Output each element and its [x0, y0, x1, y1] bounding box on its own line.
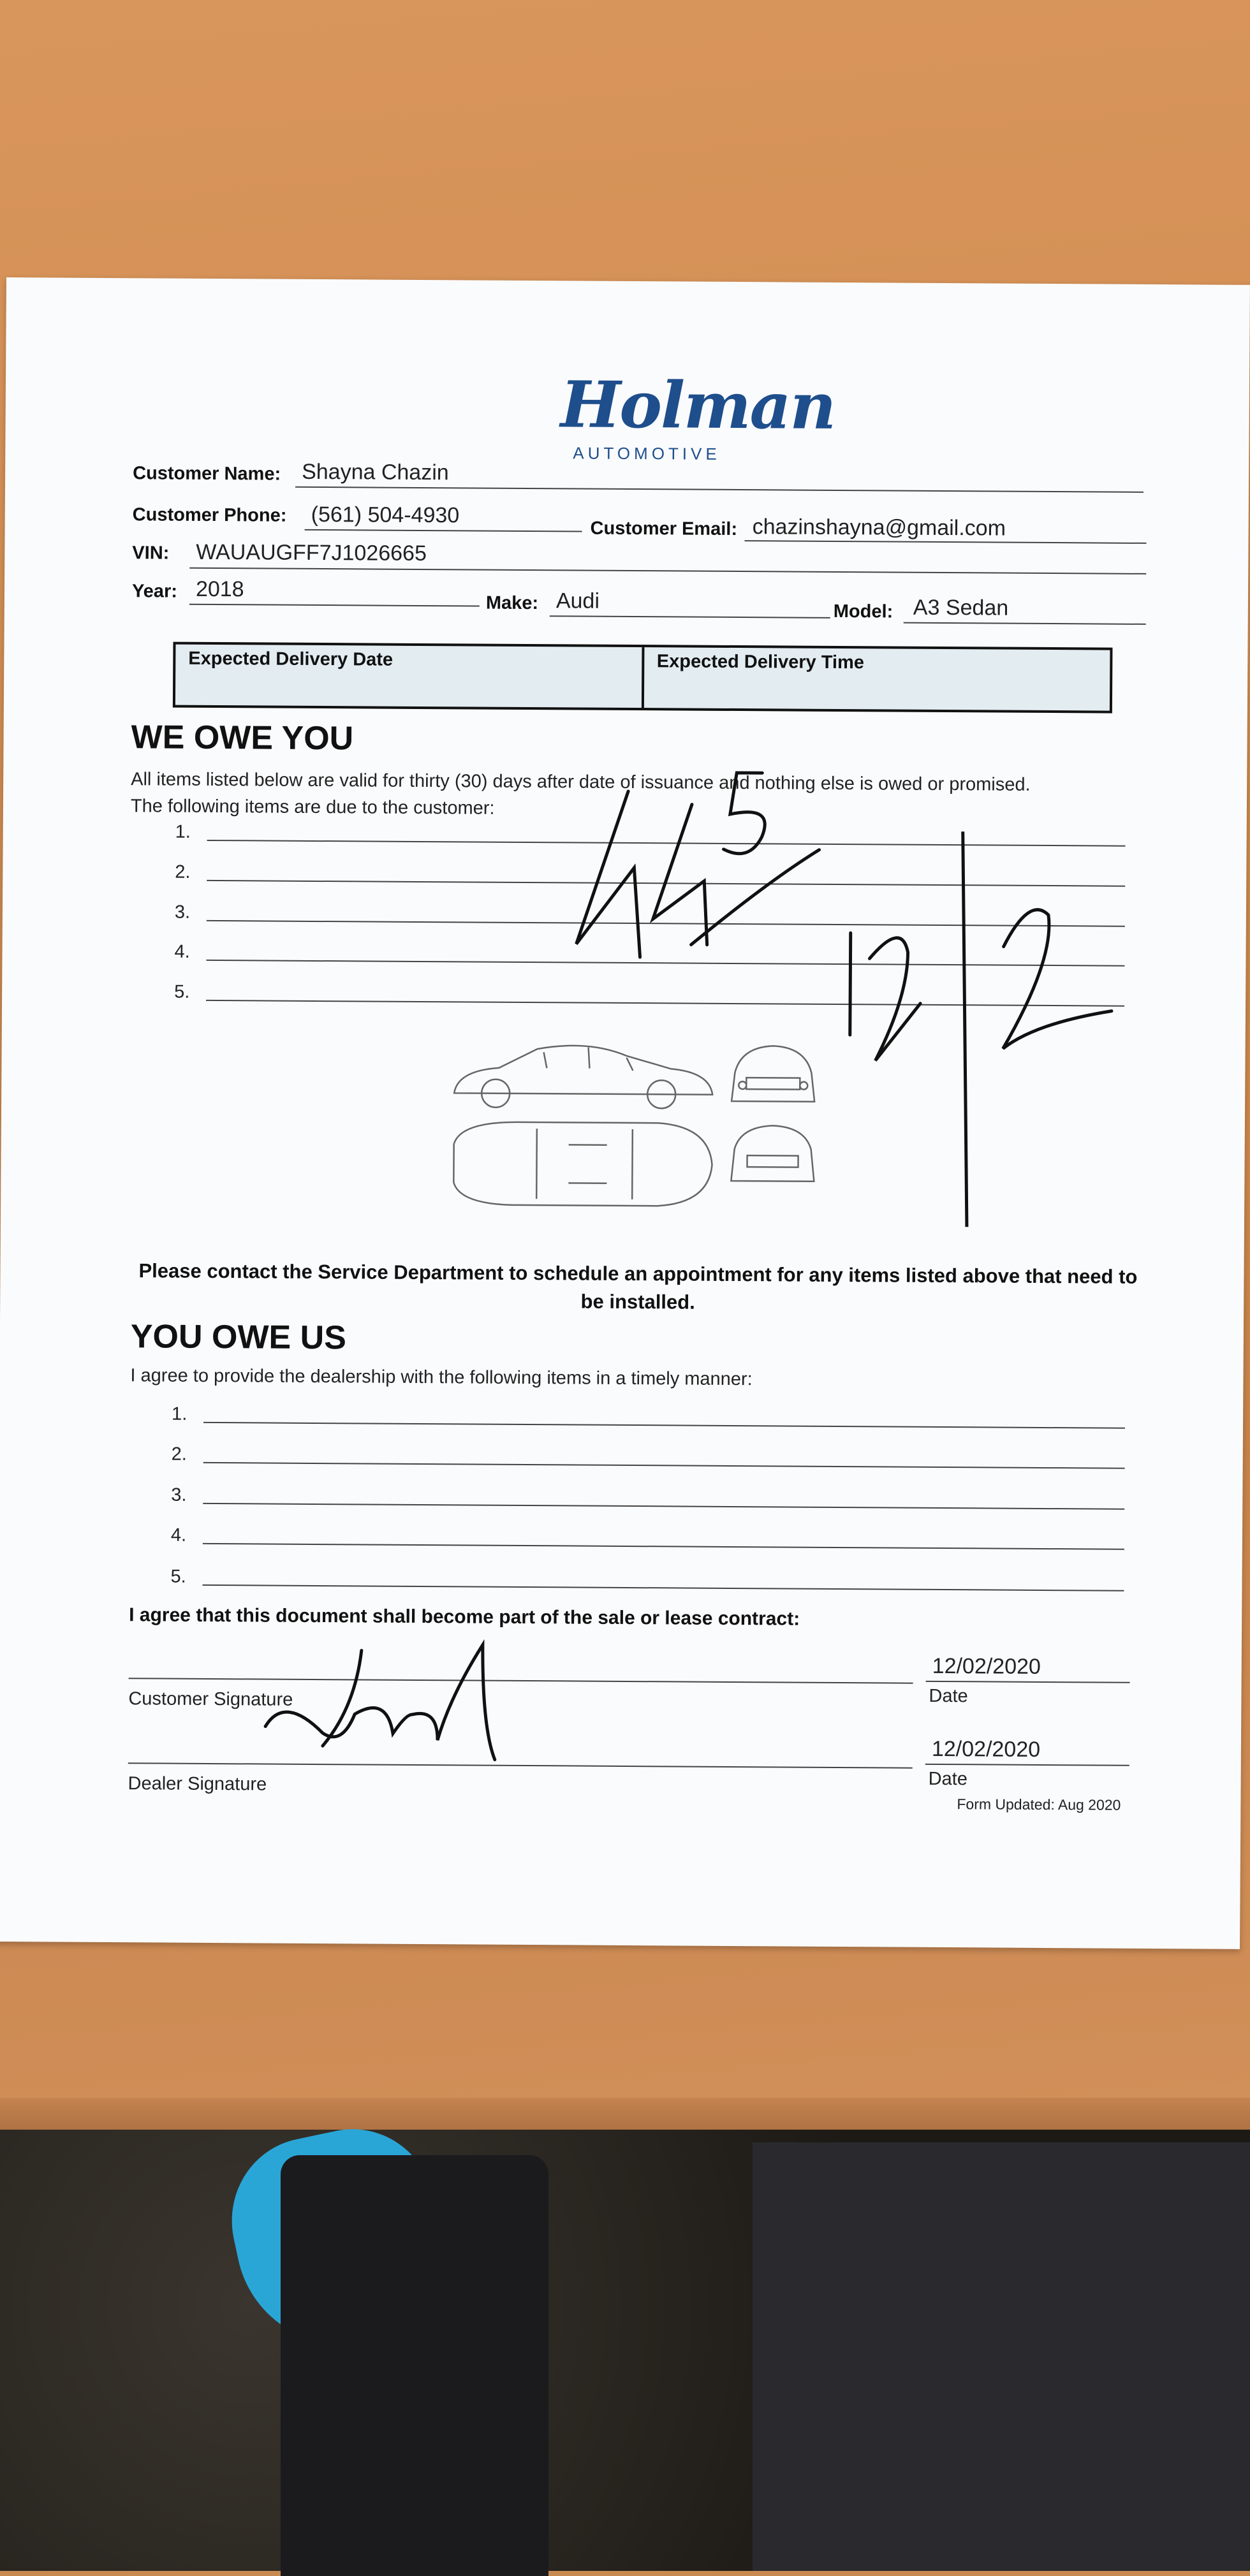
logo-subtitle: AUTOMOTIVE — [573, 443, 721, 464]
dealer-date-value: 12/02/2020 — [931, 1736, 1041, 1762]
customer-phone-label: Customer Phone: — [132, 504, 287, 526]
you-owe-number: 3. — [171, 1484, 187, 1505]
dealer-date-label: Date — [928, 1768, 968, 1790]
model-line — [904, 622, 1146, 625]
delivery-time-header: Expected Delivery Time — [656, 651, 865, 673]
you-owe-line — [203, 1422, 1125, 1429]
you-owe-number: 2. — [171, 1444, 188, 1465]
form-updated-note: Form Updated: Aug 2020 — [957, 1796, 1121, 1813]
delivery-table — [173, 642, 1113, 714]
customer-email-value: chazinshayna@gmail.com — [752, 515, 1006, 541]
you-owe-line — [203, 1503, 1124, 1510]
customer-name-value: Shayna Chazin — [302, 459, 449, 485]
we-owe-number: 5. — [174, 981, 190, 1002]
customer-phone-line — [305, 529, 582, 532]
make-line — [550, 615, 830, 618]
year-value: 2018 — [195, 576, 244, 602]
customer-date-line — [926, 1681, 1130, 1683]
customer-date-label: Date — [929, 1685, 968, 1707]
document-paper — [0, 277, 1250, 1949]
we-owe-number: 3. — [174, 902, 191, 923]
left-leg — [281, 2155, 548, 2576]
vin-value: WAUAUGFF7J1026665 — [196, 539, 427, 566]
right-leg — [753, 2142, 1250, 2571]
model-label: Model: — [833, 601, 893, 622]
you-owe-number: 5. — [170, 1566, 186, 1587]
customer-email-label: Customer Email: — [590, 518, 738, 540]
we-owe-text-1: All items listed below are valid for thirty (30) days after date of issuance and nothing else is owed or promised. — [131, 769, 1031, 795]
logo-title: Holman — [560, 367, 835, 444]
you-owe-line — [203, 1462, 1125, 1469]
handwritten-signature — [259, 1630, 527, 1779]
make-label: Make: — [485, 592, 539, 614]
you-owe-line — [203, 1543, 1124, 1550]
we-owe-number: 1. — [175, 821, 191, 842]
agreement-text: I agree that this document shall become part of the sale or lease contract: — [129, 1604, 800, 1630]
dealer-signature-label: Dealer Signature — [128, 1773, 267, 1795]
vin-label: VIN: — [132, 543, 170, 564]
vin-line — [189, 567, 1146, 574]
you-owe-number: 1. — [172, 1403, 188, 1424]
customer-signature-label: Customer Signature — [128, 1688, 293, 1710]
service-note: Please contact the Service Department to schedule an appointment for any items listed above that need to be installed. — [138, 1259, 1138, 1314]
year-line — [189, 604, 480, 607]
car-diagram-image — [441, 1032, 850, 1233]
customer-name-line — [295, 487, 1143, 493]
dealer-date-line — [925, 1764, 1129, 1766]
customer-date-value: 12/02/2020 — [932, 1653, 1041, 1679]
model-value: A3 Sedan — [913, 595, 1009, 620]
year-label: Year: — [131, 581, 178, 602]
you-owe-text-1: I agree to provide the dealership with the following items in a timely manner: — [130, 1365, 753, 1390]
make-value: Audi — [555, 589, 600, 613]
customer-phone-value: (561) 504-4930 — [311, 502, 460, 528]
delivery-date-header: Expected Delivery Date — [175, 645, 644, 708]
customer-name-label: Customer Name: — [133, 463, 281, 485]
you-owe-number: 4. — [170, 1525, 187, 1546]
we-owe-number: 2. — [175, 861, 191, 882]
we-owe-text-2: The following items are due to the customer: — [130, 796, 495, 819]
you-owe-line — [202, 1584, 1124, 1592]
handwriting-12-2 — [823, 831, 1132, 1228]
we-owe-title: WE OWE YOU — [131, 719, 354, 757]
you-owe-title: YOU OWE US — [130, 1318, 347, 1357]
we-owe-number: 4. — [174, 941, 190, 962]
